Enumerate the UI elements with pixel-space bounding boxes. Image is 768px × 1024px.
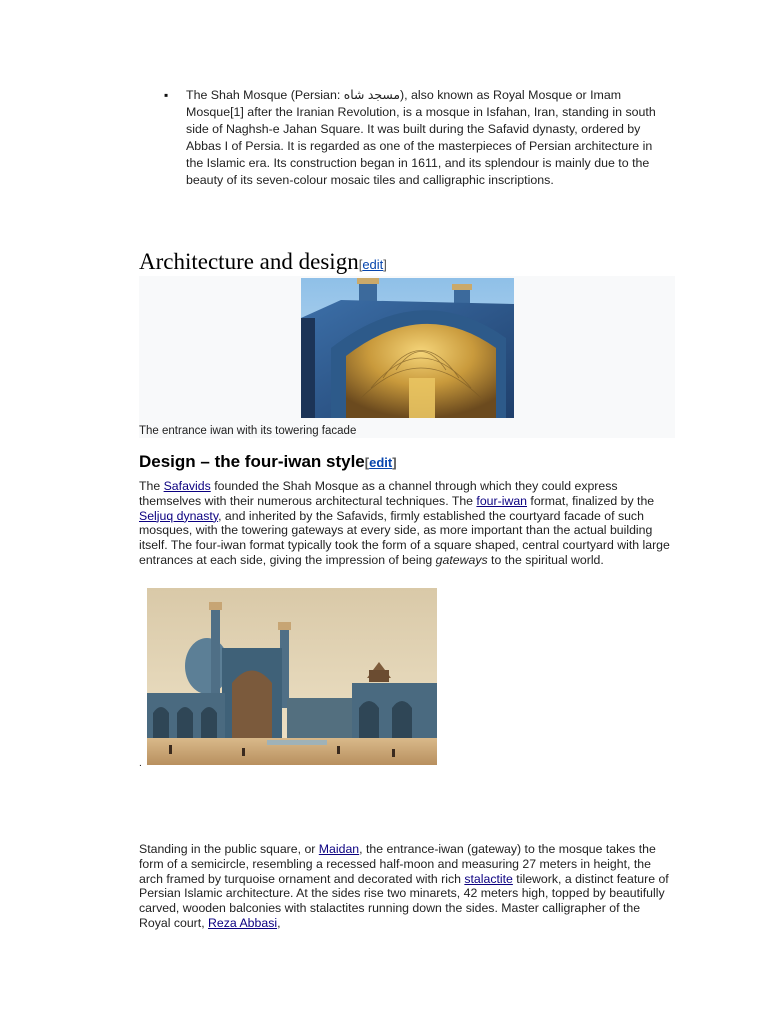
intro-text: The Shah Mosque (Persian: مسجد شاه), also known as Royal Mosque or Imam Mosque[1] after the Iranian Revolution, is a mosque in Isfahan, Iran, standing in south side of Naghsh-e Jahan Square. It was built during the Safavid dynasty, ordered by Abbas I of Persia. It is regarded as one of the masterpieces of Persian architecture in the Islamic era. Its construction began in 1611, and its splendour is mainly due to the beauty of its seven-colour mosaic tiles and calligraphic inscriptions. [186,88,656,187]
link-reza-abbasi[interactable]: Reza Abbasi [208,915,278,930]
subsection-edit-link[interactable]: edit [369,455,393,470]
four-iwan-paragraph: The Safavids founded the Shah Mosque as a channel through which they could express themselves with their numerous architectural techniques. The four-iwan format, finalized by the Seljuq dynasty, and inherited by the Safavids, firmly established the courtyard facade of such mosques, with the towering gateways at every side, as more important than the actual building itself. The four-iwan format typically took the form of a square shaped, central courtyard with large entrances at each side, giving the impression of being gateways to the spiritual world. [139,479,670,567]
link-stalactite[interactable]: stalactite [464,871,513,886]
link-safavids[interactable]: Safavids [163,479,211,493]
section-title: Architecture and design [139,249,359,274]
figure-caption: The entrance iwan with its towering facade [139,425,357,437]
section-edit-link[interactable]: edit [362,257,384,272]
link-maidan[interactable]: Maidan [318,842,360,856]
link-seljuq-dynasty[interactable]: Seljuq dynasty [139,508,219,523]
subsection-title: Design – the four-iwan style [139,452,365,471]
subsection-edit: [edit] [364,455,397,470]
intro-bullet [160,87,670,189]
bullet-square-icon: ▪ [164,88,169,102]
section-edit: [edit] [358,257,387,272]
link-four-iwan[interactable]: four-iwan [476,493,527,508]
mosque-painting [147,588,437,765]
entrance-iwan-paragraph: Standing in the public square, or Maidan, the entrance-iwan (gateway) to the mosque takes the form of a semicircle, resembling a recessed half-moon and measuring 27 meters in height, the arch framed by turquoise ornament and decorated with rich stalactite tilework, a distinct feature of Persian Islamic architecture. At the sides rise two minarets, 42 meters high, topped by beautifully carved, wooden balconies with stalactites running down the sides. Master calligrapher of the Royal court, Reza Abbasi, [139,842,669,930]
figure-trailing-dot: . [139,758,142,769]
subsection-heading [139,451,397,474]
entrance-iwan-photo [301,278,514,418]
figure-entrance-iwan [139,276,675,438]
